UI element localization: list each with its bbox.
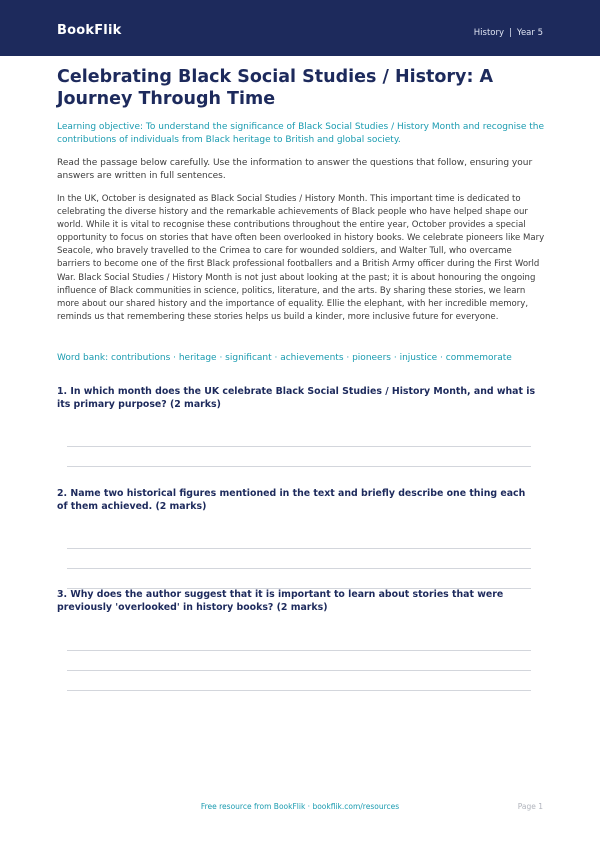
learning-objective: Learning objective: To understand the significance of Black Social Studies / History Month and recognise the contributions of individuals from Black heritage to British and global society. bbox=[57, 122, 544, 145]
header-bar bbox=[0, 0, 600, 56]
answer-line-q1-2[interactable] bbox=[67, 466, 531, 467]
question-3: 3. Why does the author suggest that it is important to learn about stories that were previously 'overlooked' in history books? (2 marks) bbox=[57, 589, 504, 613]
reading-passage: In the UK, October is designated as Black Social Studies / History Month. This important time is dedicated to celebrating the diverse history and the remarkable achievements of Black people who have helped shape our world. While it is vital to recognise these contributions throughout the entire year, October provides a special opportunity to focus on stories that have often been overlooked in history books. We celebrate pioneers like Mary Seacole, who bravely travelled to the Crimea to care for wounded soldiers, and Walter Tull, who overcame barriers to become one of the first Black professional footballers and a British Army officer during the First World War. Black Social Studies / History Month is not just about looking at the past; it is about honouring the ongoing influence of Black communities in science, politics, literature, and the arts. By sharing these stories, we learn more about our shared history and the importance of equality. Ellie the elephant, with her incredible memory, reminds us that remembering these stories helps us build a kinder, more inclusive future for everyone. bbox=[57, 194, 545, 322]
subject-year-meta bbox=[474, 28, 543, 38]
question-1: 1. In which month does the UK celebrate Black Social Studies / History Month, and what is its primary purpose? (2 marks) bbox=[57, 386, 536, 410]
instructions: Read the passage below carefully. Use the information to answer the questions that follow, ensuring your answers are written in full sentences. bbox=[57, 158, 533, 181]
brand-logo[interactable]: BookFlik bbox=[57, 23, 122, 38]
page-title: Celebrating Black Social Studies / History: A Journey Through Time bbox=[57, 67, 494, 109]
question-2: 2. Name two historical figures mentioned in the text and briefly describe one thing each of them achieved. (2 marks) bbox=[57, 488, 526, 512]
answer-line-q2-2[interactable] bbox=[67, 568, 531, 569]
subject-label: History bbox=[473, 28, 505, 38]
word-bank: Word bank: contributions · heritage · significant · achievements · pioneers · injustice · commemorate bbox=[57, 353, 512, 363]
answer-line-q3-2[interactable] bbox=[67, 670, 531, 671]
answer-line-q2-1[interactable] bbox=[67, 548, 531, 549]
answer-line-q1-1[interactable] bbox=[67, 446, 531, 447]
footer-resource-link[interactable]: Free resource from BookFlik · bookflik.com/resources bbox=[200, 802, 400, 811]
year-label: Year 5 bbox=[516, 28, 543, 38]
meta-separator: | bbox=[509, 28, 512, 38]
page-number: Page 1 bbox=[517, 802, 543, 811]
answer-line-q3-3[interactable] bbox=[67, 690, 531, 691]
answer-line-q3-1[interactable] bbox=[67, 650, 531, 651]
